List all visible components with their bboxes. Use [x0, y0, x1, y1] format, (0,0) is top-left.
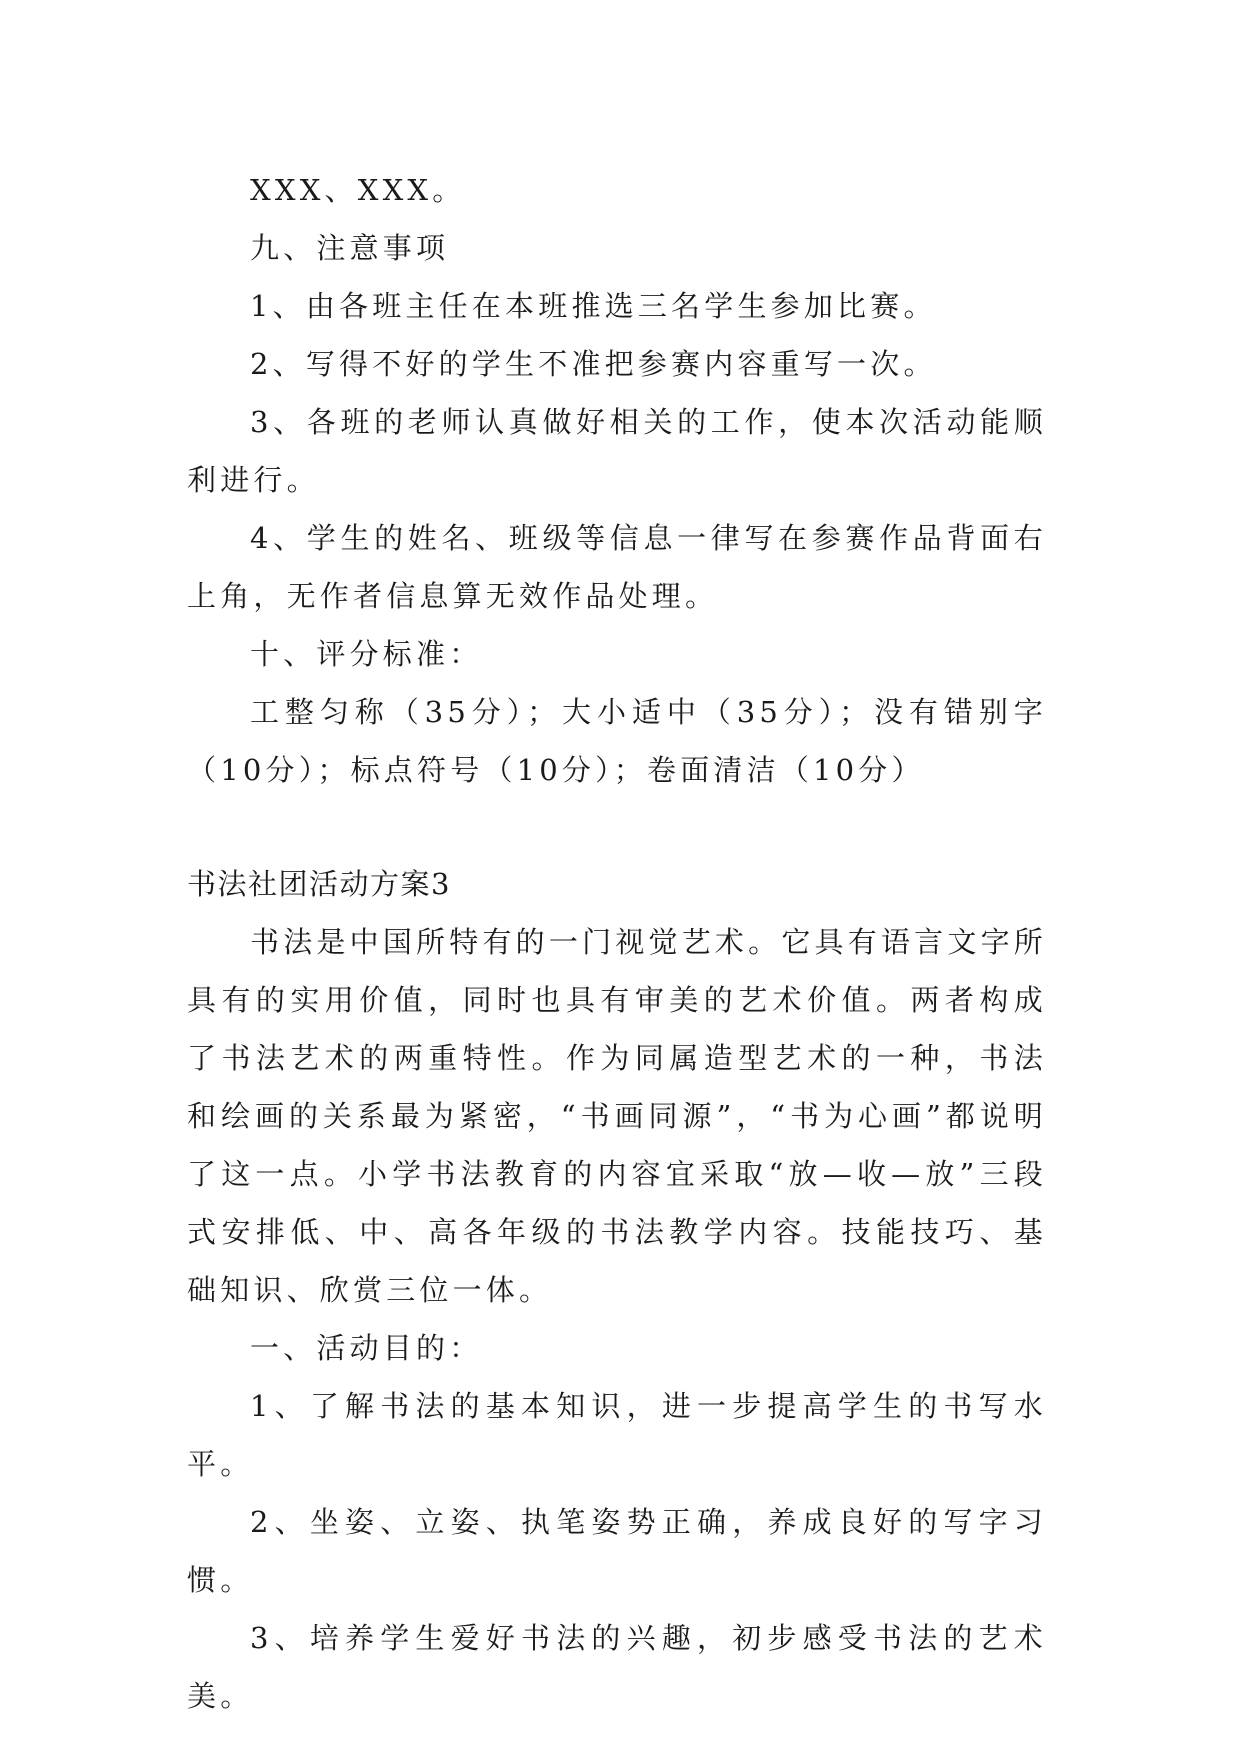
note-item-3: 3、各班的老师认真做好相关的工作，使本次活动能顺利进行。 — [187, 405, 1047, 497]
intro-paragraph: 书法是中国所特有的一门视觉艺术。它具有语言文字所具有的实用价值，同时也具有审美的艺术价值。两者构成了书法艺术的两重特性。作为同属造型艺术的一种，书法和绘画的关系最为紧密，“书画同源”，“书为心画”都说明了这一点。小学书法教育的内容宜采取“放—收—放”三段式安排低、中、高各年级的书法教学内容。技能技巧、基础知识、欣赏三位一体。 — [187, 925, 1047, 1307]
paragraph-names: XXX、XXX。 — [250, 173, 466, 207]
section-title: 书法社团活动方案3 — [187, 867, 451, 901]
section-gap — [187, 799, 1047, 855]
note-item-4: 4、学生的姓名、班级等信息一律写在参赛作品背面右上角，无作者信息算无效作品处理。 — [187, 521, 1047, 613]
heading-purpose: 一、活动目的： — [250, 1331, 483, 1365]
note-item-1: 1、由各班主任在本班推选三名学生参加比赛。 — [250, 289, 937, 323]
note-item-2: 2、写得不好的学生不准把参赛内容重写一次。 — [250, 347, 937, 381]
purpose-item-3: 3、培养学生爱好书法的兴趣，初步感受书法的艺术美。 — [187, 1621, 1047, 1713]
scoring-criteria: 工整匀称（35分）；大小适中（35分）；没有错别字（10分）；标点符号（10分）；卷面清洁（10分） — [187, 695, 1047, 787]
heading-scoring: 十、评分标准： — [250, 637, 483, 671]
heading-notes: 九、注意事项 — [250, 231, 450, 265]
purpose-item-1: 1、了解书法的基本知识，进一步提高学生的书写水平。 — [187, 1389, 1047, 1481]
document-body — [187, 161, 1047, 1725]
purpose-item-2: 2、坐姿、立姿、执笔姿势正确，养成良好的写字习惯。 — [187, 1505, 1047, 1597]
